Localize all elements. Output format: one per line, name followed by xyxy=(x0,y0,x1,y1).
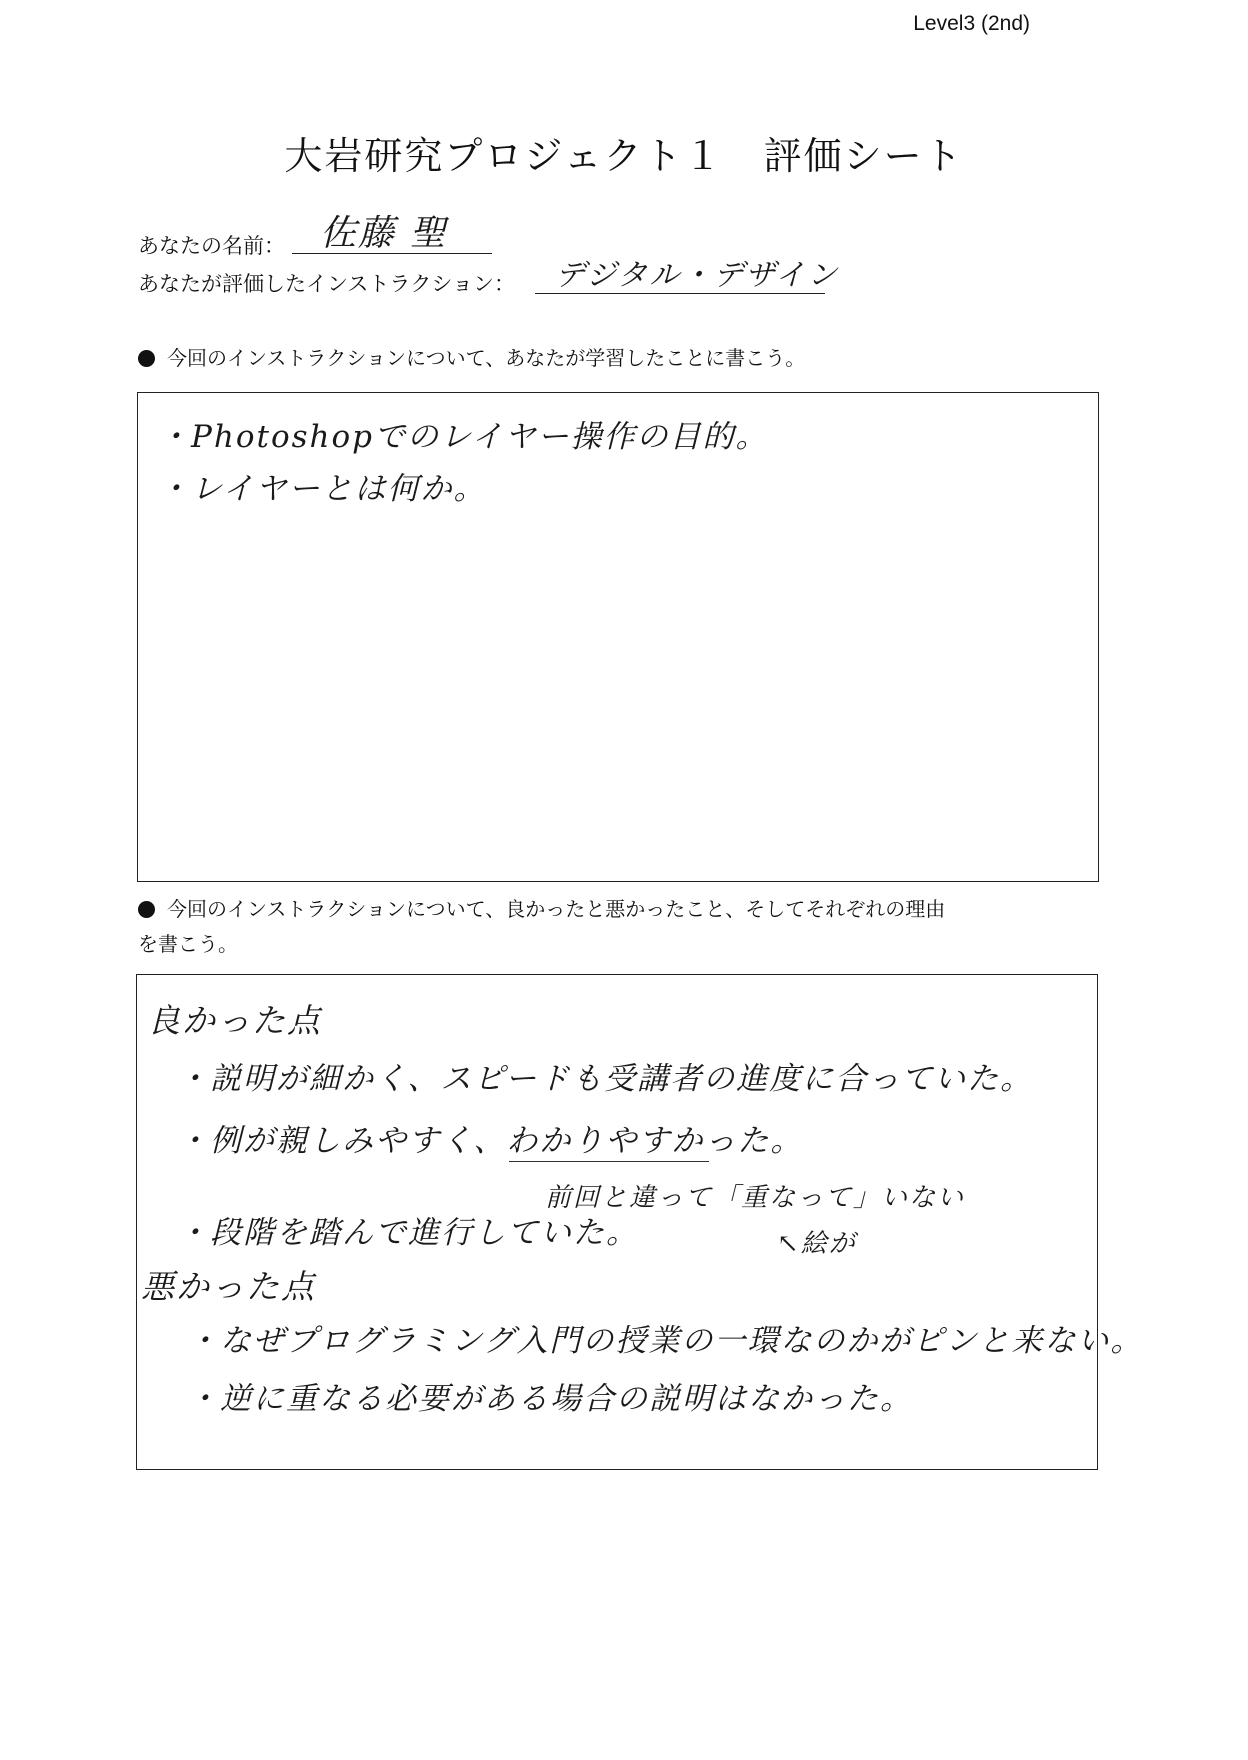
good-item: ・説明が細かく、スピードも受講者の進度に合っていた。 xyxy=(177,1061,1034,1097)
good-heading: 良かった点 xyxy=(147,1001,322,1040)
learned-item: ・Photoshopでのレイヤー操作の目的。 xyxy=(158,419,769,455)
bullet-icon xyxy=(138,901,155,918)
good-item: ・例が親しみやすく、わかりやすかった。 xyxy=(177,1123,804,1159)
section1-prompt xyxy=(138,342,805,371)
section2-prompt-line2: を書こう。 xyxy=(138,932,238,956)
bullet-icon xyxy=(138,350,155,367)
good-item: ・段階を踏んで進行していた。 xyxy=(177,1215,639,1251)
annotation: 前回と違って「重なって」いない xyxy=(545,1183,966,1213)
underline-mark xyxy=(509,1161,709,1162)
instruction-label: あなたが評価したインストラクション： xyxy=(138,272,515,296)
page-title: 大岩研究プロジェクト１ 評価シート xyxy=(284,134,964,178)
annotation-arrow: ↖絵が xyxy=(777,1229,857,1259)
name-label: あなたの名前： xyxy=(138,234,285,258)
answer-box-learned xyxy=(137,392,1099,882)
bad-item: ・なぜプログラミング入門の授業の一環なのかがピンと来ない。 xyxy=(187,1323,1144,1359)
name-value: 佐藤 聖 xyxy=(320,213,448,254)
section2-prompt xyxy=(138,893,945,922)
level-label: Level3 (2nd) xyxy=(913,12,1030,35)
section1-prompt-text: 今回のインストラクションについて、あなたが学習したことに書こう。 xyxy=(167,346,806,370)
bad-heading: 悪かった点 xyxy=(141,1267,316,1306)
instruction-value: デジタル・デザイン xyxy=(555,258,840,293)
bad-item: ・逆に重なる必要がある場合の説明はなかった。 xyxy=(187,1381,913,1417)
learned-item: ・レイヤーとは何か。 xyxy=(158,471,487,507)
section2-prompt-line1: 今回のインストラクションについて、良かったと悪かったこと、そしてそれぞれの理由 xyxy=(167,897,946,921)
answer-box-evaluation xyxy=(136,974,1144,1470)
